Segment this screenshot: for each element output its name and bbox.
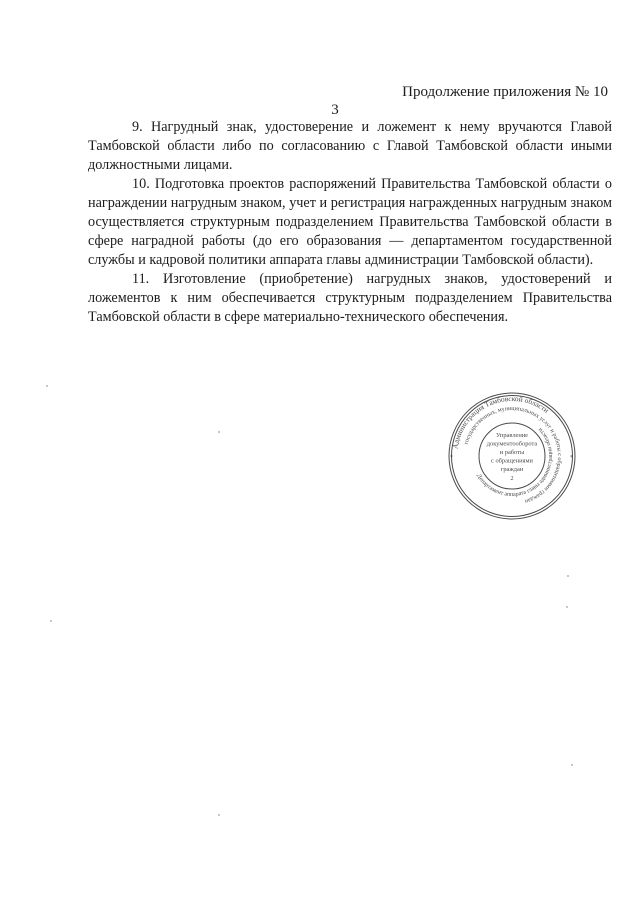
document-body [88,118,612,327]
scan-speck [218,431,220,433]
scan-speck [566,606,568,608]
stamp-outer-ring-text: Администрация Тамбовской области [450,393,551,450]
stamp-center-line-4: с обращениями [491,457,533,465]
paragraph-9: 9. Нагрудный знак, удостоверение и ложемент к нему вручаются Главой Тамбовской области либо по согласованию с Главой Тамбовской области иными должностными лицами. [88,119,612,173]
stamp-inner-ring-text: Департамент аппарата главы администрации области [475,426,555,499]
scan-speck [46,385,48,387]
stamp-left-star: * [450,455,453,461]
page-number: 3 [331,102,339,118]
stamp-center-line-5: граждан [500,466,524,473]
stamp-center-line-6: 2 [510,475,514,482]
stamp-middle-ring-text: государственных, муниципальных услуг и работы с обращениями граждан [463,405,563,505]
scan-speck [567,575,569,577]
stamp-center-line-3: и работы [499,449,525,456]
scan-speck [50,620,52,622]
stamp-center-line-2: документооборота [486,440,538,448]
appendix-header: Продолжение приложения № 10 [402,84,608,100]
scan-speck [571,764,573,766]
scan-speck [218,814,220,816]
paragraph-10: 10. Подготовка проектов распоряжений Правительства Тамбовской области о награждении нагрудным знаком, учет и регистрация награжденных нагрудным знаком осуществляется структурным подразделением Правительства Тамбовской области в сфере наградной работы (до его образования — департаментом государственной службы и кадровой политики аппарата главы администрации Тамбовской области). [88,176,612,268]
stamp-center-line-1: Управление [495,432,529,439]
stamp-right-star: * [570,455,573,461]
official-seal-stamp [443,390,581,522]
paragraph-11: 11. Изготовление (приобретение) нагрудных знаков, удостоверений и ложементов к ним обеспечивается структурным подразделением Правительства Тамбовской области в сфере материально-технического обеспечения. [88,271,612,325]
